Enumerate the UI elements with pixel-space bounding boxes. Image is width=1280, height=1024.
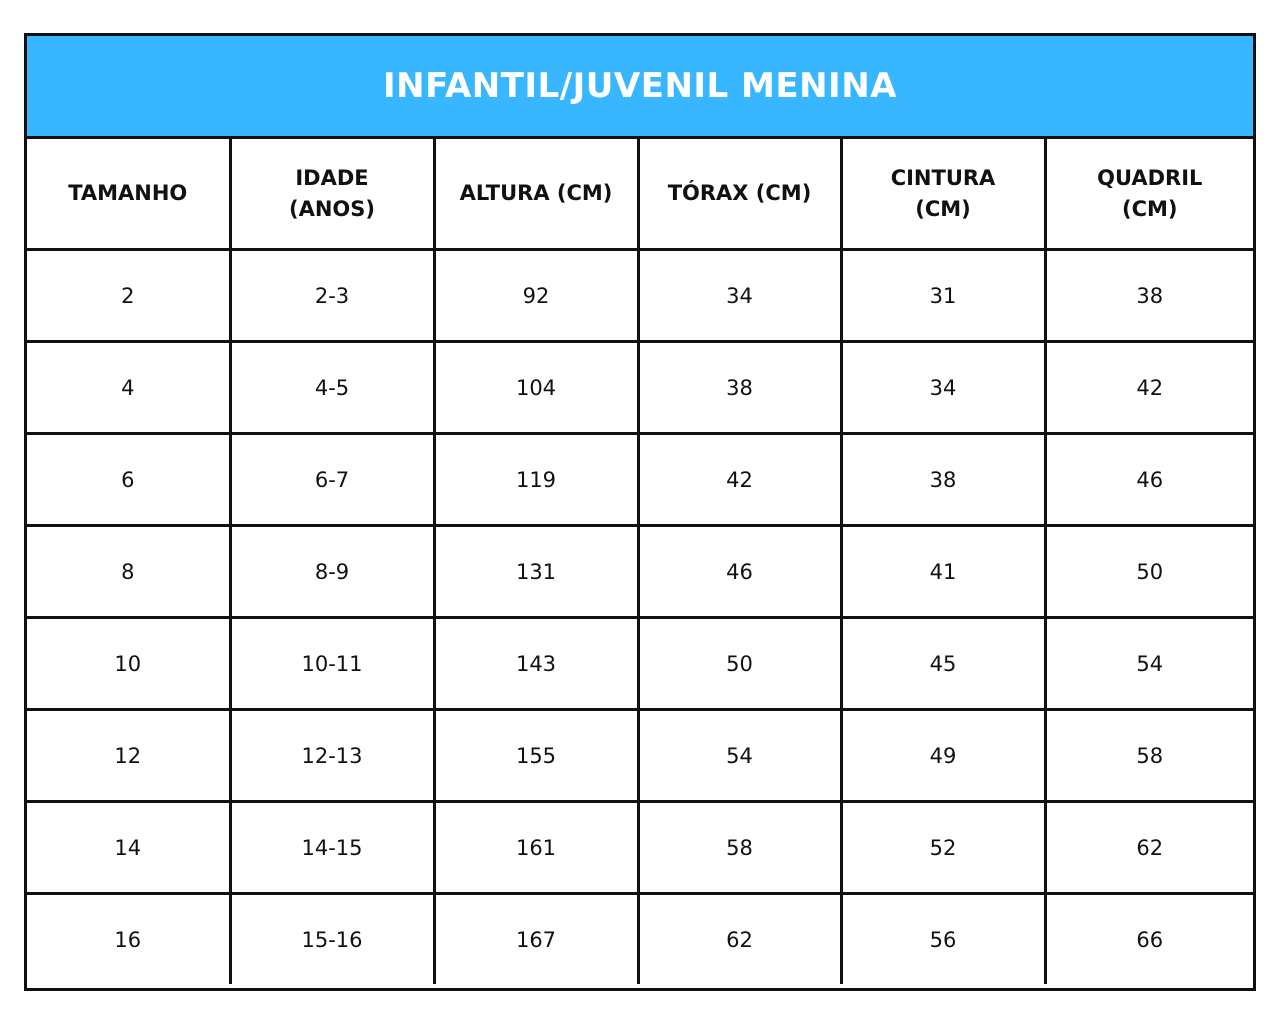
cell-altura: 104 <box>434 342 638 434</box>
cell-tamanho: 14 <box>27 802 230 894</box>
cell-idade: 10-11 <box>230 618 434 710</box>
cell-quadril: 54 <box>1045 618 1253 710</box>
cell-quadril: 66 <box>1136 927 1164 952</box>
cell-quadril: 46 <box>1045 434 1253 526</box>
cell-quadril: 58 <box>1045 710 1253 802</box>
cell-torax: 58 <box>638 802 841 894</box>
cell-altura: 161 <box>434 802 638 894</box>
cell-idade: 15-16 <box>230 894 434 985</box>
table-body <box>27 250 1253 985</box>
column-header-torax: TÓRAX (CM) <box>638 139 841 250</box>
table-row <box>27 618 1253 710</box>
cell-cintura: 34 <box>841 342 1045 434</box>
table-row <box>27 802 1253 894</box>
cell-torax: 50 <box>638 618 841 710</box>
header-row <box>27 139 1253 250</box>
cell-altura: 167 <box>434 894 638 985</box>
chart-title: INFANTIL/JUVENIL MENINA <box>383 66 897 106</box>
cell-cintura: 56 <box>841 894 1045 985</box>
cell-cintura: 41 <box>841 526 1045 618</box>
cell-tamanho: 2 <box>27 250 230 342</box>
column-header-cintura: CINTURA (CM) <box>841 139 1045 250</box>
cell-cintura: 52 <box>841 802 1045 894</box>
cell-torax: 54 <box>638 710 841 802</box>
column-header-tamanho: TAMANHO <box>27 139 230 250</box>
cell-tamanho: 4 <box>27 342 230 434</box>
cell-torax: 38 <box>638 342 841 434</box>
cell-altura: 143 <box>434 618 638 710</box>
cell-cintura: 45 <box>841 618 1045 710</box>
cell-altura: 155 <box>434 710 638 802</box>
cell-idade: 4-5 <box>230 342 434 434</box>
table-row <box>27 526 1253 618</box>
size-table <box>27 139 1253 984</box>
cell-torax: 62 <box>638 894 841 985</box>
cell-idade: 14-15 <box>230 802 434 894</box>
cell-quadril: 38 <box>1045 250 1253 342</box>
cell-altura: 119 <box>434 434 638 526</box>
cell-idade: 6-7 <box>230 434 434 526</box>
table-row <box>27 342 1253 434</box>
cell-cintura: 49 <box>841 710 1045 802</box>
cell-torax: 34 <box>638 250 841 342</box>
cell-quadril: 50 <box>1045 526 1253 618</box>
cell-idade: 8-9 <box>230 526 434 618</box>
title-bar <box>27 36 1253 139</box>
table-row <box>27 894 1253 985</box>
table-row <box>27 250 1253 342</box>
size-chart <box>24 33 1256 991</box>
column-header-altura: ALTURA (CM) <box>434 139 638 250</box>
cell-tamanho: 8 <box>27 526 230 618</box>
cell-tamanho: 6 <box>27 434 230 526</box>
cell-cintura: 38 <box>841 434 1045 526</box>
column-header-quadril: QUADRIL (CM) <box>1045 139 1253 250</box>
cell-tamanho: 16 <box>27 894 230 985</box>
cell-torax: 46 <box>638 526 841 618</box>
cell-tamanho: 12 <box>27 710 230 802</box>
table-row <box>27 710 1253 802</box>
cell-altura: 131 <box>434 526 638 618</box>
cell-quadril: 62 <box>1045 802 1253 894</box>
cell-tamanho: 10 <box>27 618 230 710</box>
column-header-idade: IDADE (ANOS) <box>230 139 434 250</box>
table-row <box>27 434 1253 526</box>
cell-idade: 12-13 <box>230 710 434 802</box>
cell-cintura: 31 <box>841 250 1045 342</box>
cell-altura: 92 <box>434 250 638 342</box>
cell-torax: 42 <box>638 434 841 526</box>
cell-quadril: 42 <box>1045 342 1253 434</box>
cell-idade: 2-3 <box>230 250 434 342</box>
